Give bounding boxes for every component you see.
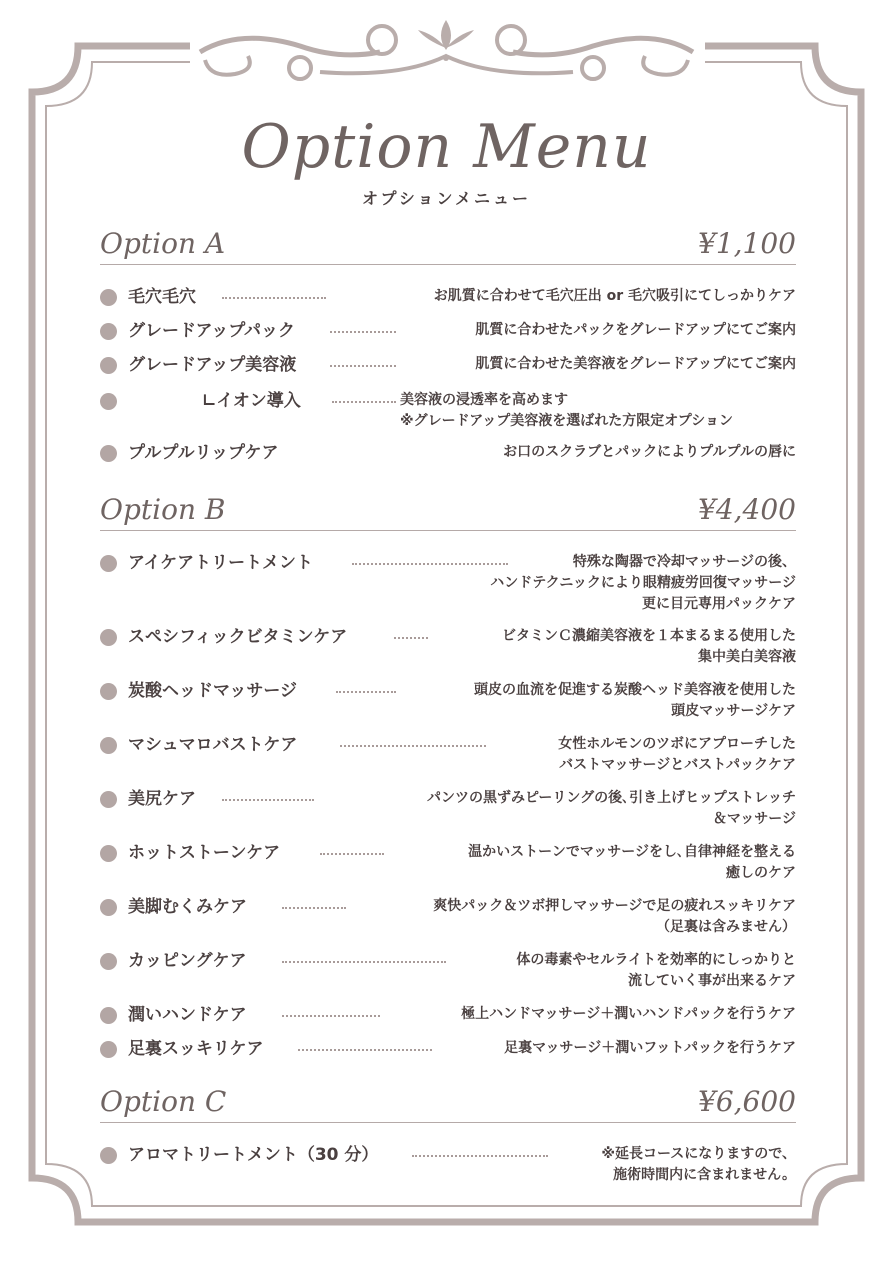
leader-dots [330,365,396,367]
bullet-icon [100,445,117,462]
leader-dots [412,1155,548,1157]
bullet-icon [100,1007,117,1024]
item-description: ビタミンＣ濃縮美容液を１本まるまる使用した 集中美白美容液 [502,628,796,665]
bullet-icon [100,953,117,970]
item-description: ※延長コースになりますので、 施術時間内に含まれません。 [601,1146,796,1183]
leader-dots [340,745,486,747]
item-description: 肌質に合わせた美容液をグレードアップにてご案内 [475,356,796,372]
leader-dots [282,907,346,909]
leader-dots [336,691,396,693]
leader-dots [352,563,508,565]
bullet-icon [100,1041,117,1058]
item-name: 足裏スッキリケア [128,1039,264,1059]
item-description: 肌質に合わせたパックをグレードアップにてご案内 [475,322,796,338]
leader-dots [330,331,396,333]
item-name: グレードアップ美容液 [128,355,297,375]
item-description: 特殊な陶器で冷却マッサージの後、 ハンドテクニックにより眼精疲労回復マッサージ 更に目元専用パックケア [490,554,796,612]
section-name: Option B [100,493,226,526]
item-name: プルプルリップケア [128,443,279,463]
item-name: 美脚むくみケア [128,897,247,917]
page-title: Option Menu [241,112,652,182]
bullet-icon [100,737,117,754]
bullet-icon [100,555,117,572]
bullet-icon [100,357,117,374]
section-header [100,220,796,265]
item-name: カッピングケア [128,951,247,971]
item-description: 極上ハンドマッサージ＋潤いハンドパックを行うケア [461,1006,796,1022]
section-option-b [100,486,796,1059]
item-description: 爽快パック＆ツボ押しマッサージで足の疲れスッキリケア （足裏は含みません） [433,898,796,935]
bullet-icon [100,629,117,646]
item-name: アロマトリートメント（30 分） [128,1145,379,1165]
item-name: スペシフィックビタミンケア [128,627,348,647]
bullet-icon [100,791,117,808]
leader-dots [320,853,384,855]
item-description: 温かいストーンでマッサージをし､自律神経を整える 癒しのケア [468,844,796,881]
item-name: 毛穴毛穴 [128,287,196,307]
section-header [100,1078,796,1123]
item-name: アイケアトリートメント [128,553,313,573]
item-description: お口のスクラブとパックによりプルプルの唇に [503,444,796,460]
item-name: マシュマロバストケア [128,735,298,755]
item-description: お肌質に合わせて毛穴圧出 or 毛穴吸引にてしっかりケア [433,288,796,304]
item-name: 美尻ケア [128,789,196,809]
leader-dots [298,1049,432,1051]
section-option-a [100,220,796,463]
leader-dots [394,637,428,639]
section-price: ¥1,100 [698,227,796,260]
item-name: 炭酸ヘッドマッサージ [128,681,297,701]
bullet-icon [100,1147,117,1164]
section-header [100,486,796,531]
bullet-icon [100,683,117,700]
section-price: ¥6,600 [698,1085,796,1118]
item-description: 女性ホルモンのツボにアプローチした バストマッサージとバストパックケア [558,736,796,773]
bullet-icon [100,899,117,916]
item-description: 足裏マッサージ＋潤いフットパックを行うケア [504,1040,796,1056]
leader-dots [222,799,314,801]
section-name: Option C [100,1085,227,1118]
item-description: パンツの黒ずみピーリングの後､引き上げヒップストレッチ ＆マッサージ [426,790,796,827]
bullet-icon [100,323,117,340]
section-price: ¥4,400 [698,493,796,526]
leader-dots [222,297,326,299]
item-name: 潤いハンドケア [128,1005,247,1025]
item-name: ∟イオン導入 [202,391,301,411]
item-description: 体の毒素やセルライトを効率的にしっかりと 流していく事が出来るケア [516,952,796,989]
section-option-c [100,1078,796,1183]
leader-dots [282,961,446,963]
bullet-icon [100,393,117,410]
item-name: グレードアップパック [128,321,295,341]
leader-dots [282,1015,380,1017]
section-name: Option A [100,227,226,260]
bullet-icon [100,289,117,306]
leader-dots [332,401,396,403]
item-description: 美容液の浸透率を高めます ※グレードアップ美容液を選ばれた方限定オプション [400,392,733,429]
bullet-icon [100,845,117,862]
page-subtitle: オプションメニュー [361,189,532,208]
item-description: 頭皮の血流を促進する炭酸ヘッド美容液を使用した 頭皮マッサージケア [474,682,796,719]
item-name: ホットストーンケア [128,843,281,863]
